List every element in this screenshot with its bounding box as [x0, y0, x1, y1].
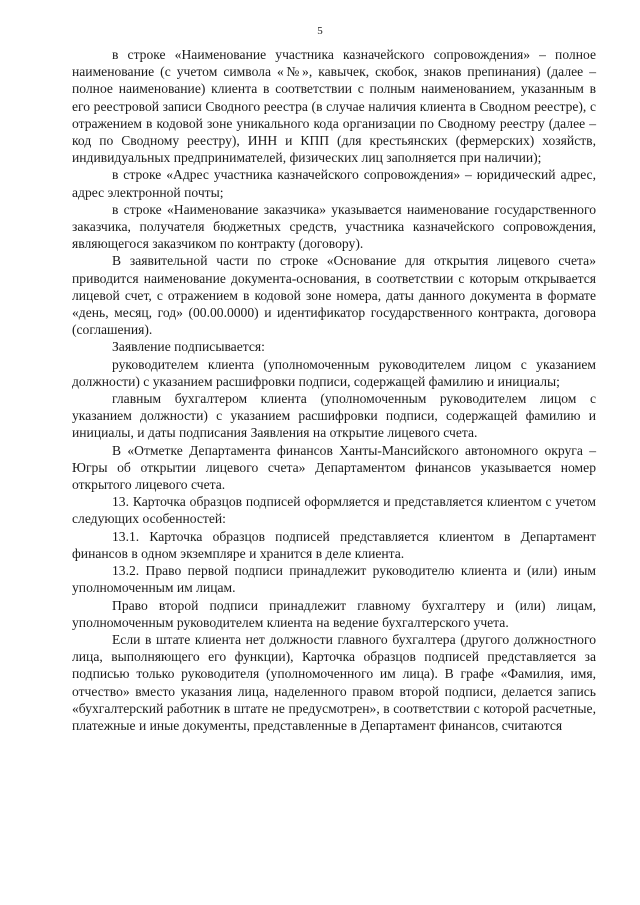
paragraph-participant-address: в строке «Адрес участника казначейского сопровождения» – юридический адрес, адрес электронной почты;: [72, 167, 596, 200]
paragraph-section-13: 13. Карточка образцов подписей оформляется и представляется клиентом с учетом следующих особенностей:: [72, 494, 596, 527]
paragraph-section-13-1: 13.1. Карточка образцов подписей представляется клиентом в Департамент финансов в одном экземпляре и хранится в деле клиента.: [72, 528, 596, 561]
document-body: [72, 46, 596, 734]
page-number: 5: [317, 25, 323, 37]
paragraph-participant-name: в строке «Наименование участника казначейского сопровождения» – полное наименование (с учетом символа «№», кавычек, скобок, знаков препинания) (далее – полное наименование) клиента в соответствии с полным наименованием, указанным в его реестровой записи Сводного реестра (в случае наличия клиента в Сводном реестре), с отражением в кодовой зоне уникального кода организации по Сводному реестру (далее – код по Сводному реестру), ИНН и КПП (для крестьянских (фермерских) хозяйств, индивидуальных предпринимателей, физических лиц заполняется при наличии);: [72, 47, 596, 166]
paragraph-signed-head: руководителем клиента (уполномоченным руководителем лицом с указанием должности) с указанием расшифровки подписи, содержащей фамилию и инициалы;: [72, 356, 596, 389]
paragraph-account-basis: В заявительной части по строке «Основание для открытия лицевого счета» приводится наименование документа-основания, в соответствии с которым открывается лицевой счет, с отражением в кодовой зоне номера, даты данного документа в формате «день, месяц, год» (00.00.0000) и идентификатор государственного контракта, договора (соглашения).: [72, 253, 596, 338]
paragraph-signed-by: Заявление подписывается:: [112, 339, 265, 355]
paragraph-signed-accountant: главным бухгалтером клиента (уполномоченным руководителем лицом с указанием должности) с указанием расшифровки подписи, содержащей фамилию и инициалы, и даты подписания Заявления на открытие лицевого счета.: [72, 391, 596, 441]
paragraph-section-13-2: 13.2. Право первой подписи принадлежит руководителю клиента и (или) иным уполномоченным им лицам.: [72, 563, 596, 596]
paragraph-second-signature: Право второй подписи принадлежит главному бухгалтеру и (или) лицам, уполномоченным руководителем клиента на ведение бухгалтерского учета.: [72, 597, 596, 630]
paragraph-customer-name: в строке «Наименование заказчика» указывается наименование государственного заказчика, получателя бюджетных средств, участника казначейского сопровождения, являющегося заказчиком по контракту (договору).: [72, 201, 596, 252]
paragraph-no-chief-accountant: Если в штате клиента нет должности главного бухгалтера (другого должностного лица, выполняющего его функции), Карточка образцов подписей представляется за подписью только руководителя (уполномоченного им лица). В графе «Фамилия, имя, отчество» вместо указания лица, наделенного правом второй подписи, делается запись «бухгалтерский работник в штате не предусмотрен», в соответствии с которой расчетные, платежные и иные документы, представленные в Департамент финансов, считаются: [72, 631, 596, 733]
paragraph-department-mark: В «Отметке Департамента финансов Ханты-Мансийского автономного округа – Югры об открытии лицевого счета» Департаментом финансов указывается номер открытого лицевого счета.: [72, 442, 596, 493]
